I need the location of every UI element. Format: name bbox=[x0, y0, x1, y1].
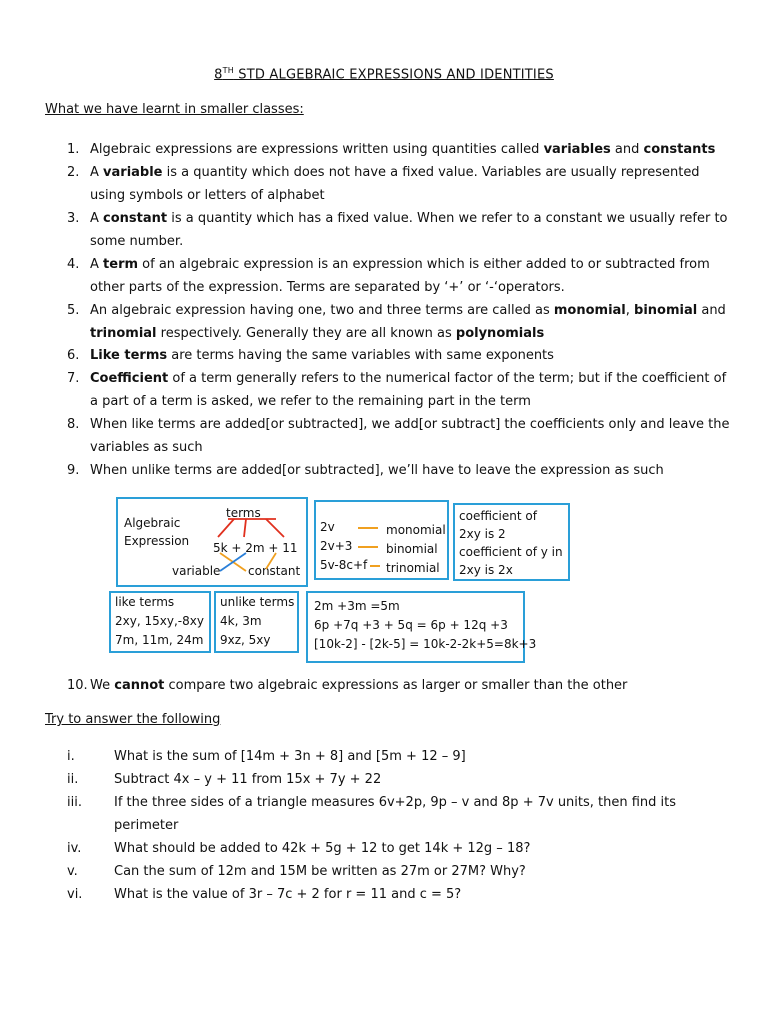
point-number: 5. bbox=[67, 303, 80, 318]
point-text bbox=[90, 344, 730, 367]
page-title bbox=[0, 66, 768, 82]
coefficient-line-1: coefficient of bbox=[459, 509, 537, 523]
point-text bbox=[90, 459, 730, 482]
polynomial-example-3: 5v-8c+f bbox=[320, 558, 368, 572]
point-number: 4. bbox=[67, 257, 80, 272]
polynomial-example-2: 2v+3 bbox=[320, 539, 353, 553]
text-run: A bbox=[90, 211, 104, 226]
unlike-terms-example-1: 4k, 3m bbox=[220, 614, 262, 628]
question-number: vi. bbox=[67, 887, 83, 902]
combining-example-1: 2m +3m =5m bbox=[314, 599, 400, 613]
coefficient-line-4: 2xy is 2x bbox=[459, 563, 513, 577]
combining-example-3: [10k-2] - [2k-5] = 10k-2-2k+5=8k+3 bbox=[314, 637, 537, 651]
bold-term: Like terms bbox=[90, 348, 168, 363]
variable-label: variable bbox=[172, 564, 221, 578]
point-number: 1. bbox=[67, 142, 80, 157]
text-run: A bbox=[90, 165, 104, 180]
title-prefix: 8 bbox=[214, 67, 223, 83]
text-run: of a term generally refers to the numerical factor of the term; but if the coefficient of a part of a term is asked, we refer to the remaining part in the term bbox=[90, 371, 727, 409]
point-text bbox=[90, 207, 730, 253]
sample-expression: 5k + 2m + 11 bbox=[213, 541, 298, 555]
point-number: 3. bbox=[67, 211, 80, 226]
bold-term: term bbox=[103, 257, 139, 272]
point-number: 7. bbox=[67, 371, 80, 386]
try-heading: Try to answer the following bbox=[45, 712, 221, 727]
intro-heading: What we have learnt in smaller classes: bbox=[45, 102, 304, 117]
text-run: and bbox=[697, 303, 726, 318]
title-text: STD ALGEBRAIC EXPRESSIONS AND IDENTITIES bbox=[233, 67, 554, 83]
unlike-terms-heading: unlike terms bbox=[220, 595, 295, 609]
unlike-terms-box bbox=[214, 591, 299, 653]
binomial-label: binomial bbox=[386, 542, 438, 556]
combining-terms-box bbox=[306, 591, 537, 663]
bold-term: binomial bbox=[634, 303, 698, 318]
point-text bbox=[90, 138, 730, 161]
question-number: ii. bbox=[67, 772, 79, 787]
text-run: A bbox=[90, 257, 104, 272]
point-number: 9. bbox=[67, 463, 80, 478]
terms-connector-lines bbox=[116, 497, 308, 587]
question-number: iii. bbox=[67, 795, 82, 810]
title-superscript: TH bbox=[222, 66, 234, 75]
like-terms-example-1: 2xy, 15xy,-8xy bbox=[115, 614, 204, 628]
algebraic-expression-box bbox=[116, 497, 308, 587]
like-terms-heading: like terms bbox=[115, 595, 175, 609]
text-run: is a quantity which does not have a fixed value. Variables are usually represented using symbols or letters of alphabet bbox=[90, 165, 700, 203]
question-number: v. bbox=[67, 864, 78, 879]
bold-term: polynomials bbox=[455, 326, 545, 341]
point-text bbox=[90, 367, 730, 413]
bold-term: variable bbox=[103, 165, 163, 180]
bold-term: trinomial bbox=[90, 326, 157, 341]
box1-line2: Expression bbox=[124, 534, 190, 548]
like-terms-box bbox=[109, 591, 211, 653]
point-10-text bbox=[90, 674, 730, 697]
bold-term: monomial bbox=[553, 303, 626, 318]
terms-label: terms bbox=[226, 506, 261, 520]
point-text bbox=[90, 253, 730, 299]
point-number: 8. bbox=[67, 417, 80, 432]
text-run: We bbox=[90, 678, 115, 693]
text-run: are terms having the same variables with same exponents bbox=[167, 348, 554, 363]
polynomial-example-1: 2v bbox=[320, 520, 335, 534]
text-run: , bbox=[625, 303, 635, 318]
coefficient-box bbox=[453, 503, 570, 581]
point-number: 6. bbox=[67, 348, 80, 363]
bold-term: cannot bbox=[114, 678, 165, 693]
polynomial-types-box bbox=[314, 500, 449, 580]
point-text bbox=[90, 161, 730, 207]
question-number: iv. bbox=[67, 841, 82, 856]
question-text: Can the sum of 12m and 15M be written as 27m or 27M? Why? bbox=[114, 864, 526, 879]
constant-label: constant bbox=[248, 564, 301, 578]
text-run: When like terms are added[or subtracted], we add[or subtract] the coefficients only and leave the variables as such bbox=[90, 417, 730, 455]
question-text: What is the value of 3r – 7c + 2 for r = 11 and c = 5? bbox=[114, 887, 462, 902]
point-text bbox=[90, 299, 730, 345]
text-run: of an algebraic expression is an expression which is either added to or subtracted from other parts of the expression. Terms are separated by ‘+’ or ‘-‘operators. bbox=[90, 257, 710, 295]
monomial-label: monomial bbox=[386, 523, 446, 537]
like-terms-example-2: 7m, 11m, 24m bbox=[115, 633, 204, 647]
bold-term: Coefficient bbox=[90, 371, 169, 386]
trinomial-label: trinomial bbox=[386, 561, 440, 575]
box1-line1: Algebraic bbox=[124, 516, 181, 530]
text-run: Algebraic expressions are expressions written using quantities called bbox=[90, 142, 544, 157]
coefficient-line-3: coefficient of y in bbox=[459, 545, 563, 559]
point-number: 2. bbox=[67, 165, 80, 180]
unlike-terms-example-2: 9xz, 5xy bbox=[220, 633, 271, 647]
question-text: Subtract 4x – y + 11 from 15x + 7y + 22 bbox=[114, 772, 382, 787]
question-text: What should be added to 42k + 5g + 12 to get 14k + 12g – 18? bbox=[114, 841, 531, 856]
text-run: When unlike terms are added[or subtracted], we’ll have to leave the expression as such bbox=[90, 463, 664, 478]
question-text: If the three sides of a triangle measures 6v+2p, 9p – v and 8p + 7v units, then find its perimeter bbox=[114, 795, 677, 833]
question-number: i. bbox=[67, 749, 75, 764]
question-text: What is the sum of [14m + 3n + 8] and [5m + 12 – 9] bbox=[114, 749, 466, 764]
text-run: respectively. Generally they are all known as bbox=[156, 326, 456, 341]
combining-example-2: 6p +7q +3 + 5q = 6p + 12q +3 bbox=[314, 618, 508, 632]
point-10-number: 10. bbox=[67, 678, 88, 693]
text-run: compare two algebraic expressions as larger or smaller than the other bbox=[164, 678, 628, 693]
bold-term: constants bbox=[643, 142, 716, 157]
bold-term: constant bbox=[103, 211, 168, 226]
text-run: and bbox=[610, 142, 644, 157]
point-text bbox=[90, 413, 730, 459]
text-run: is a quantity which has a fixed value. When we refer to a constant we usually refer to some number. bbox=[90, 211, 728, 249]
coefficient-line-2: 2xy is 2 bbox=[459, 527, 506, 541]
bold-term: variables bbox=[543, 142, 611, 157]
text-run: An algebraic expression having one, two and three terms are called as bbox=[90, 303, 554, 318]
